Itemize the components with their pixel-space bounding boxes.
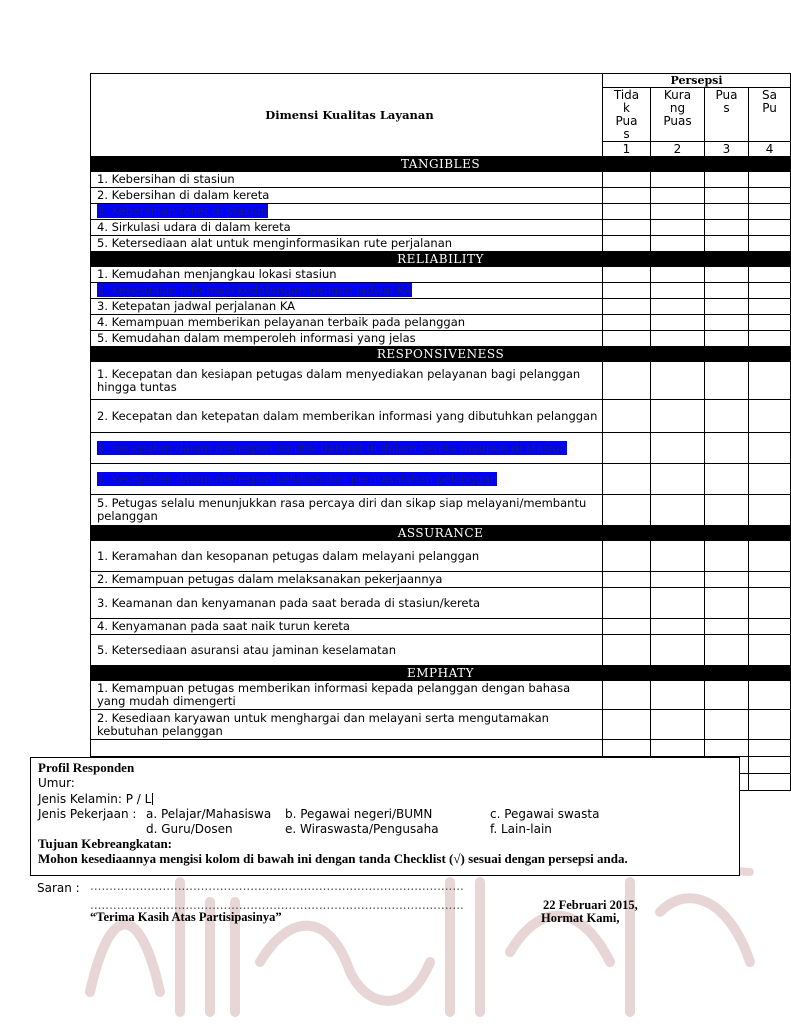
rating-cell-2[interactable]: [651, 464, 705, 495]
question-row: [91, 619, 791, 635]
gender-field[interactable]: Jenis Kelamin: P / L: [38, 792, 152, 806]
question-text: 3. Keamanan dan kenyamanan pada saat berada di stasiun/kereta: [91, 588, 603, 619]
section-title: RELIABILITY: [91, 252, 791, 267]
rating-cell-4[interactable]: [749, 433, 791, 464]
scale-number-1: 1: [603, 142, 651, 157]
question-row: [91, 362, 791, 400]
profile-title: Profil Responden: [38, 760, 135, 775]
respondent-profile-box: [30, 757, 740, 876]
rating-cell-1[interactable]: [603, 283, 651, 299]
scale-label-2: Kura ng Puas: [651, 88, 705, 142]
occupation-label: Jenis Pekerjaan :: [38, 807, 137, 821]
rating-cell-3[interactable]: [705, 220, 749, 236]
occupation-option-b[interactable]: b. Pegawai negeri/BUMN: [285, 807, 433, 821]
rating-cell-3[interactable]: [705, 619, 749, 635]
rating-cell-2[interactable]: [651, 433, 705, 464]
rating-cell-1[interactable]: [603, 315, 651, 331]
section-title: EMPHATY: [91, 666, 791, 681]
rating-cell-2[interactable]: [651, 331, 705, 347]
occupation-option-c[interactable]: c. Pegawai swasta: [490, 807, 600, 821]
rating-cell-1[interactable]: [603, 172, 651, 188]
question-text: 2. Kesesuaian informasi kedatangan dengan jadwal KA: [91, 283, 603, 299]
rating-cell-2[interactable]: [651, 283, 705, 299]
question-row: [91, 204, 791, 220]
rating-cell-1[interactable]: [603, 588, 651, 619]
rating-cell-2[interactable]: [651, 172, 705, 188]
question-row: [91, 710, 791, 740]
rating-cell-4[interactable]: [749, 299, 791, 315]
rating-cell-2[interactable]: [651, 220, 705, 236]
closing-text: Hormat Kami,: [541, 911, 620, 925]
rating-cell-1[interactable]: [603, 188, 651, 204]
scale-number-4: 4: [749, 142, 791, 157]
rating-cell-3[interactable]: [705, 172, 749, 188]
rating-cell-3[interactable]: [705, 635, 749, 666]
section-header: [91, 347, 791, 362]
rating-cell-1[interactable]: [603, 541, 651, 572]
rating-cell-4[interactable]: [749, 236, 791, 252]
question-row: [91, 572, 791, 588]
question-text: 4. Kemampuan memberikan pelayanan terbaik pada pelanggan: [91, 315, 603, 331]
question-text: 2. Kecepatan dan ketepatan dalam memberikan informasi yang dibutuhkan pelanggan: [91, 400, 603, 433]
rating-cell-3[interactable]: [705, 331, 749, 347]
question-text: [91, 740, 603, 757]
question-text: 3. Kebersihan toilet di stasiun: [91, 204, 603, 220]
section-title: TANGIBLES: [91, 157, 791, 172]
rating-cell-3[interactable]: [705, 495, 749, 526]
rating-cell-1[interactable]: [603, 710, 651, 740]
rating-cell-3[interactable]: [705, 541, 749, 572]
persepsi-header: Persepsi: [603, 74, 791, 88]
rating-cell-4[interactable]: [749, 464, 791, 495]
rating-cell-3[interactable]: [705, 283, 749, 299]
rating-cell-1[interactable]: [603, 635, 651, 666]
rating-cell-4[interactable]: [749, 541, 791, 572]
question-row: [91, 236, 791, 252]
rating-cell-2[interactable]: [651, 267, 705, 283]
question-text: 2. Kesediaan karyawan untuk menghargai dan melayani serta mengutamakan kebutuhan pelanggan: [91, 710, 603, 740]
rating-cell-3[interactable]: [705, 433, 749, 464]
question-text: 2. Kemampuan petugas dalam melaksanakan pekerjaannya: [91, 572, 603, 588]
rating-cell-1[interactable]: [603, 362, 651, 400]
question-row: [91, 681, 791, 710]
question-text: 2. Kebersihan di dalam kereta: [91, 188, 603, 204]
rating-cell-3[interactable]: [705, 267, 749, 283]
section-title: RESPONSIVENESS: [91, 347, 791, 362]
rating-cell-4[interactable]: [749, 572, 791, 588]
section-header: [91, 526, 791, 541]
section-header: [91, 666, 791, 681]
rating-cell-4[interactable]: [749, 172, 791, 188]
rating-cell-1[interactable]: [603, 236, 651, 252]
rating-cell-3[interactable]: [705, 188, 749, 204]
scale-number-3: 3: [705, 142, 749, 157]
question-text: 3. Ketepatan jadwal perjalanan KA: [91, 299, 603, 315]
question-text: 4. Kenyamanan pada saat naik turun kereta: [91, 619, 603, 635]
rating-cell-4[interactable]: [749, 774, 791, 791]
rating-cell-3[interactable]: [705, 710, 749, 740]
rating-cell-3[interactable]: [705, 299, 749, 315]
question-row: [91, 464, 791, 495]
text-cursor: [152, 793, 153, 805]
rating-cell-1[interactable]: [603, 740, 651, 757]
section-header: [91, 252, 791, 267]
rating-cell-4[interactable]: [749, 204, 791, 220]
question-row: [91, 188, 791, 204]
question-row: [91, 172, 791, 188]
question-text: 3. Kecepatan dalam merespon kondisi darurat di dalam kereta maupun di stasiun: [91, 433, 603, 464]
rating-cell-4[interactable]: [749, 400, 791, 433]
rating-cell-1[interactable]: [603, 619, 651, 635]
question-row: [91, 400, 791, 433]
rating-cell-3[interactable]: [705, 681, 749, 710]
rating-cell-2[interactable]: [651, 495, 705, 526]
occupation-option-e[interactable]: e. Wiraswasta/Pengusaha: [285, 822, 439, 836]
rating-cell-1[interactable]: [603, 267, 651, 283]
occupation-option-a[interactable]: a. Pelajar/Mahasiswa: [146, 807, 272, 821]
rating-cell-2[interactable]: [651, 681, 705, 710]
question-text: 1. Kemudahan menjangkau lokasi stasiun: [91, 267, 603, 283]
rating-cell-2[interactable]: [651, 572, 705, 588]
question-text: 4. Sirkulasi udara di dalam kereta: [91, 220, 603, 236]
saran-dotted-line-2[interactable]: ..................................................................................................: [90, 898, 464, 912]
rating-cell-4[interactable]: [749, 315, 791, 331]
rating-cell-4[interactable]: [749, 283, 791, 299]
rating-cell-3[interactable]: [705, 464, 749, 495]
rating-cell-2[interactable]: [651, 299, 705, 315]
rating-cell-2[interactable]: [651, 204, 705, 220]
rating-cell-2[interactable]: [651, 188, 705, 204]
rating-cell-1[interactable]: [603, 331, 651, 347]
question-row: [91, 495, 791, 526]
rating-cell-4[interactable]: [749, 635, 791, 666]
question-row: [91, 635, 791, 666]
rating-cell-1[interactable]: [603, 299, 651, 315]
questionnaire-table: [90, 73, 791, 791]
saran-dotted-line[interactable]: ..................................................................................................: [90, 879, 464, 893]
question-text: 5. Ketersediaan alat untuk menginformasikan rute perjalanan: [91, 236, 603, 252]
saran-label: Saran : ..................................................................................................: [37, 879, 464, 895]
question-row: [91, 315, 791, 331]
rating-cell-3[interactable]: [705, 315, 749, 331]
rating-cell-2[interactable]: [651, 710, 705, 740]
rating-cell-2[interactable]: [651, 635, 705, 666]
rating-cell-2[interactable]: [651, 541, 705, 572]
rating-cell-3[interactable]: [705, 236, 749, 252]
rating-cell-1[interactable]: [603, 220, 651, 236]
question-row: [91, 740, 791, 757]
purpose-title: Tujuan Kebreangkatan:: [38, 836, 173, 851]
question-row: [91, 331, 791, 347]
thank-you-text: “Terima Kasih Atas Partisipasinya”: [90, 910, 282, 924]
question-row: [91, 267, 791, 283]
scale-label-4: Sa Pu: [749, 88, 791, 142]
rating-cell-3[interactable]: [705, 740, 749, 757]
question-text: 1. Keramahan dan kesopanan petugas dalam melayani pelanggan: [91, 541, 603, 572]
question-text: 5. Kemudahan dalam memperoleh informasi yang jelas: [91, 331, 603, 347]
rating-cell-2[interactable]: [651, 400, 705, 433]
rating-cell-4[interactable]: [749, 331, 791, 347]
question-text: 4. Kecepatan dalam merespon keluhan dan permasalahan pelanggan: [91, 464, 603, 495]
rating-cell-3[interactable]: [705, 588, 749, 619]
question-row: [91, 433, 791, 464]
rating-cell-4[interactable]: [749, 710, 791, 740]
question-text: 1. Kebersihan di stasiun: [91, 172, 603, 188]
rating-cell-1[interactable]: [603, 400, 651, 433]
question-row: [91, 220, 791, 236]
rating-cell-4[interactable]: [749, 757, 791, 774]
rating-cell-2[interactable]: [651, 362, 705, 400]
rating-cell-4[interactable]: [749, 740, 791, 757]
question-row: [91, 541, 791, 572]
rating-cell-4[interactable]: [749, 588, 791, 619]
rating-cell-2[interactable]: [651, 315, 705, 331]
section-header: [91, 157, 791, 172]
scale-label-3: Pua s: [705, 88, 749, 142]
occupation-option-f[interactable]: f. Lain-lain: [490, 822, 552, 836]
instruction-text: Mohon kesediaannya mengisi kolom di bawah ini dengan tanda Checklist (√) sesuai dengan persepsi anda.: [38, 851, 628, 866]
question-text: 5. Petugas selalu menunjukkan rasa percaya diri dan sikap siap melayani/membantu pelanggan: [91, 495, 603, 526]
rating-cell-1[interactable]: [603, 572, 651, 588]
rating-cell-1[interactable]: [603, 681, 651, 710]
rating-cell-2[interactable]: [651, 236, 705, 252]
rating-cell-2[interactable]: [651, 588, 705, 619]
question-row: [91, 588, 791, 619]
rating-cell-4[interactable]: [749, 495, 791, 526]
scale-number-2: 2: [651, 142, 705, 157]
rating-cell-1[interactable]: [603, 204, 651, 220]
question-text: 5. Ketersediaan asuransi atau jaminan keselamatan: [91, 635, 603, 666]
question-row: [91, 283, 791, 299]
rating-cell-4[interactable]: [749, 267, 791, 283]
dimension-title: Dimensi Kualitas Layanan: [91, 74, 603, 157]
rating-cell-3[interactable]: [705, 572, 749, 588]
rating-cell-1[interactable]: [603, 464, 651, 495]
letter-date: 22 Februari 2015,: [543, 898, 638, 912]
question-text: 1. Kecepatan dan kesiapan petugas dalam menyediakan pelayanan bagi pelanggan hingga tuntas: [91, 362, 603, 400]
rating-cell-1[interactable]: [603, 495, 651, 526]
rating-cell-4[interactable]: [749, 362, 791, 400]
section-title: ASSURANCE: [91, 526, 791, 541]
rating-cell-2[interactable]: [651, 619, 705, 635]
age-field[interactable]: Umur:: [38, 776, 75, 790]
question-text: 1. Kemampuan petugas memberikan informasi kepada pelanggan dengan bahasa yang mudah dimengerti: [91, 681, 603, 710]
rating-cell-4[interactable]: [749, 188, 791, 204]
question-row: [91, 299, 791, 315]
rating-cell-1[interactable]: [603, 433, 651, 464]
rating-cell-4[interactable]: [749, 220, 791, 236]
rating-cell-3[interactable]: [705, 362, 749, 400]
rating-cell-3[interactable]: [705, 400, 749, 433]
rating-cell-2[interactable]: [651, 740, 705, 757]
rating-cell-4[interactable]: [749, 681, 791, 710]
rating-cell-4[interactable]: [749, 619, 791, 635]
scale-label-1: Tida k Pua s: [603, 88, 651, 142]
rating-cell-3[interactable]: [705, 204, 749, 220]
occupation-option-d[interactable]: d. Guru/Dosen: [146, 822, 233, 836]
